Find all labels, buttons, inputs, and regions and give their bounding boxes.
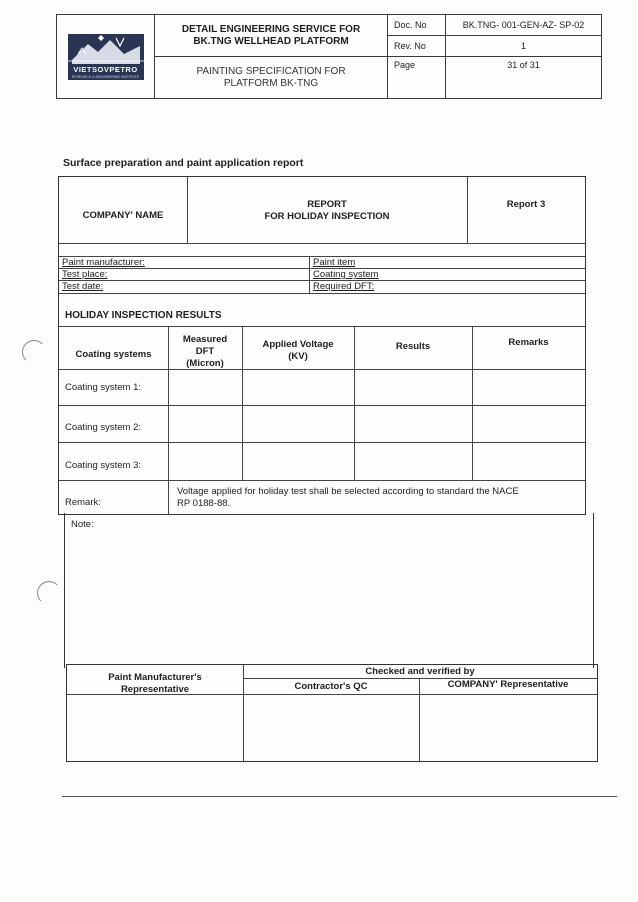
row-divider [59, 405, 585, 406]
doc-no-label: Doc. No [388, 15, 446, 36]
remark-line1: Voltage applied for holiday test shall be selected according to standard the NACE [177, 486, 519, 497]
project-title-cell [155, 15, 388, 57]
column-divider [243, 665, 244, 761]
checked-verified-label: Checked and verified by [365, 666, 475, 677]
oil-rig-logo-icon [68, 34, 144, 64]
row-divider [59, 480, 585, 481]
note-label: Note: [71, 519, 94, 530]
column-divider [242, 326, 243, 480]
page-label: Page [388, 57, 446, 99]
paint-rep-line2: Representative [120, 684, 190, 695]
column-divider [419, 678, 420, 761]
report-number: Report 3 [506, 199, 546, 210]
coating-system-row-label: Coating system 1: [65, 382, 142, 393]
document-title-line1: PAINTING SPECIFICATION FOR [196, 65, 346, 77]
row-divider [59, 293, 585, 294]
col-coating-systems: Coating systems [75, 349, 152, 360]
company-rep-label: COMPANY' Representative [447, 679, 569, 690]
page-value: 31 of 31 [446, 57, 602, 99]
remark-label: Remark: [65, 497, 101, 508]
test-date-field: Test date: [62, 281, 104, 292]
column-divider [168, 326, 169, 514]
col-dft-line3: (Micron) [186, 358, 224, 369]
signature-block [66, 664, 598, 762]
col-applied-voltage [242, 339, 354, 363]
col-dft-line1: Measured [182, 334, 228, 345]
contractor-qc-label: Contractor's QC [294, 681, 368, 692]
remark-line2: RP 0188-88. [177, 498, 231, 509]
logo-subtext: RESEARCH & ENGINEERING INSTITUTE [68, 75, 144, 80]
doc-no-value: BK.TNG- 001-GEN-AZ- SP-02 [446, 15, 602, 36]
col-voltage-line1: Applied Voltage [262, 339, 334, 350]
row-divider [67, 694, 597, 695]
row-divider [59, 280, 585, 281]
report-title-line1: REPORT [307, 199, 347, 210]
document-title-cell [155, 57, 388, 99]
results-section-title: HOLIDAY INSPECTION RESULTS [65, 310, 222, 321]
project-title-line2: BK.TNG WELLHEAD PLATFORM [193, 35, 349, 47]
row-divider [59, 326, 585, 327]
cell-divider [309, 256, 310, 294]
cell-divider [467, 177, 468, 243]
col-measured-dft [168, 334, 242, 370]
document-title-line2: PLATFORM BK-TNG [223, 77, 319, 89]
paint-manufacturer-rep [67, 672, 243, 696]
holiday-inspection-form [58, 176, 586, 515]
report-title [187, 199, 467, 223]
col-results: Results [395, 341, 431, 352]
remark-text [177, 486, 582, 510]
logo-cell [57, 15, 155, 99]
col-voltage-line2: (KV) [288, 351, 308, 362]
company-name-label: COMPANY' NAME [82, 210, 164, 221]
report-title-line2: FOR HOLIDAY INSPECTION [264, 211, 390, 222]
test-place-field: Test place: [62, 269, 108, 280]
row-divider [59, 268, 585, 269]
rev-no-value: 1 [446, 36, 602, 57]
coating-system-field: Coating system [313, 269, 379, 280]
column-divider [354, 326, 355, 480]
document-header [56, 14, 602, 99]
logo-text: VIETSOVPETRO [68, 64, 144, 75]
company-logo [68, 34, 144, 80]
coating-system-row-label: Coating system 3: [65, 460, 142, 471]
col-dft-line2: DFT [195, 346, 215, 357]
project-title-line1: DETAIL ENGINEERING SERVICE FOR [181, 23, 361, 35]
coating-system-row-label: Coating system 2: [65, 422, 142, 433]
page-footer-rule [62, 796, 617, 797]
row-divider [59, 243, 585, 244]
paint-item-field: Paint item [313, 257, 356, 268]
column-divider [472, 326, 473, 480]
note-area [64, 513, 594, 668]
section-title: Surface preparation and paint application report [63, 157, 304, 169]
rev-no-label: Rev. No [388, 36, 446, 57]
punch-hole-mark [37, 581, 61, 605]
punch-hole-mark [22, 340, 46, 364]
paint-manufacturer-field: Paint manufacturer: [62, 257, 145, 268]
required-dft-field: Required DFT: [313, 281, 375, 292]
paint-rep-line1: Paint Manufacturer's [108, 672, 202, 683]
row-divider [59, 442, 585, 443]
col-remarks: Remarks [508, 337, 549, 348]
row-divider [59, 369, 585, 370]
